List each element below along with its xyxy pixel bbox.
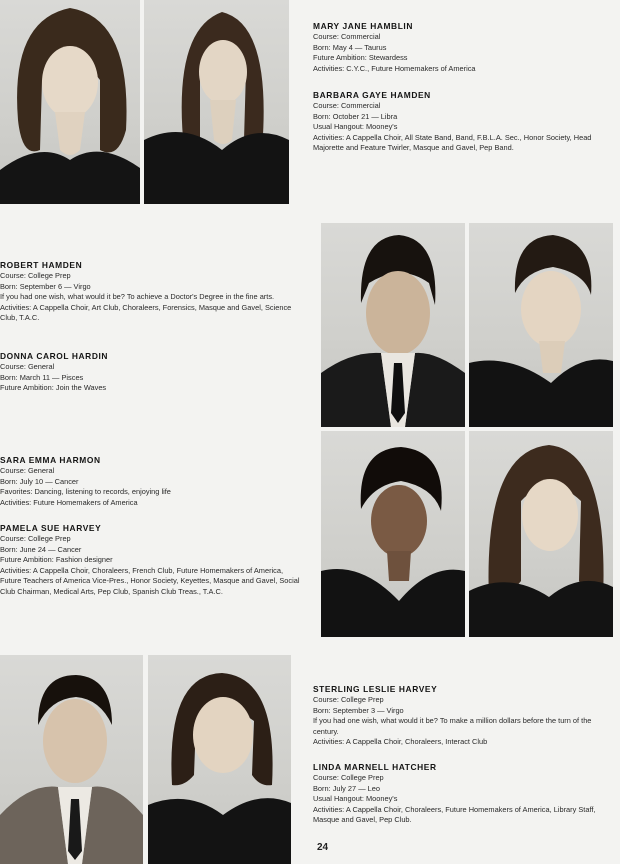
- wish-line: If you had one wish, what would it be? To make a million dollars before the turn of the century.: [313, 716, 592, 736]
- activities-line: Activities : Future Homemakers of America: [0, 498, 300, 509]
- activities-line: Activities : A Cappella Choir, Art Club, Choraleers, Forensics, Masque and Gavel, Science Club, T.A.C.: [0, 303, 300, 324]
- born-line: Born : June 24 — Cancer: [0, 545, 300, 556]
- activities-line: Activities : A Cappella Choir, Choraleers, French Club, Future Homemakers of America, Future Teachers of America Vice-Pres., Honor Society, Keyettes, Masque and Gavel, Social Club Chairman, Medical Arts, Pep Club, Spanish Club Treas., T.A.C.: [0, 566, 300, 598]
- favorites-line: Favorites : Dancing, listening to records, enjoying life: [0, 487, 300, 498]
- born-line: Born : May 4 — Taurus: [313, 43, 613, 54]
- born-line: Born : September 3 — Virgo: [313, 706, 615, 717]
- activities-line: Activities : A Cappella Choir, Choraleers, Interact Club: [313, 737, 615, 748]
- student-entry-hamblin: [313, 20, 613, 74]
- student-entry-sterling: [313, 683, 615, 748]
- born-line: Born : October 21 — Libra: [313, 112, 613, 123]
- ambition-line: Future Ambition : Fashion designer: [0, 555, 300, 566]
- student-entry-pamela: [0, 522, 300, 598]
- course-line: Course : General: [0, 362, 300, 373]
- student-entry-sara: [0, 454, 300, 508]
- student-entry-robert: [0, 259, 300, 324]
- student-name: DONNA CAROL HARDIN: [0, 351, 109, 361]
- student-name: ROBERT HAMDEN: [0, 260, 83, 270]
- course-line: Course : College Prep: [313, 773, 615, 784]
- ambition-line: Future Ambition : Stewardess: [313, 53, 613, 64]
- student-name: SARA EMMA HARMON: [0, 455, 101, 465]
- student-entry-linda: [313, 761, 615, 826]
- course-line: Course : Commercial: [313, 32, 613, 43]
- course-line: Course : College Prep: [313, 695, 615, 706]
- course-line: Course : College Prep: [0, 271, 300, 282]
- born-line: Born : March 11 — Pisces: [0, 373, 300, 384]
- portrait-photo-sara: [321, 431, 465, 637]
- student-entry-donna: [0, 350, 300, 394]
- born-line: Born : July 10 — Cancer: [0, 477, 300, 488]
- portrait-photo-hamblin: [0, 0, 140, 204]
- ambition-line: Future Ambition : Join the Waves: [0, 383, 300, 394]
- activities-line: Activities : A Cappella Choir, All State Band, Band, F.B.L.A. Sec., Honor Society, Head Majorette and Feature Twirler, Masque and Gavel, Pep Band.: [313, 133, 613, 154]
- portrait-photo-barbara: [144, 0, 289, 204]
- activities-line: Activities : C.Y.C., Future Homemakers of America: [313, 64, 613, 75]
- course-line: Course : College Prep: [0, 534, 300, 545]
- course-line: Course : Commercial: [313, 101, 613, 112]
- portrait-photo-donna: [469, 223, 613, 427]
- wish-line: If you had one wish, what would it be? To achieve a Doctor's Degree in the fine arts.: [0, 292, 275, 302]
- student-entry-barbara: [313, 89, 613, 154]
- portrait-photo-sterling: [0, 655, 143, 864]
- student-name: BARBARA GAYE HAMDEN: [313, 90, 431, 100]
- portrait-photo-linda: [148, 655, 291, 864]
- born-line: Born : July 27 — Leo: [313, 784, 615, 795]
- portrait-photo-robert: [321, 223, 465, 427]
- student-name: PAMELA SUE HARVEY: [0, 523, 102, 533]
- student-name: MARY JANE HAMBLIN: [313, 21, 414, 31]
- page-number: 24: [317, 842, 329, 853]
- born-line: Born : September 6 — Virgo: [0, 282, 300, 293]
- student-name: LINDA MARNELL HATCHER: [313, 762, 437, 772]
- course-line: Course : General: [0, 466, 300, 477]
- hangout-line: Usual Hangout : Mooney's: [313, 794, 615, 805]
- student-name: STERLING LESLIE HARVEY: [313, 684, 438, 694]
- activities-line: Activities : A Cappella Choir, Choraleers, Future Homemakers of America, Library Staff, Masque and Gavel, Pep Club.: [313, 805, 615, 826]
- portrait-photo-pamela: [469, 431, 613, 637]
- hangout-line: Usual Hangout : Mooney's: [313, 122, 613, 133]
